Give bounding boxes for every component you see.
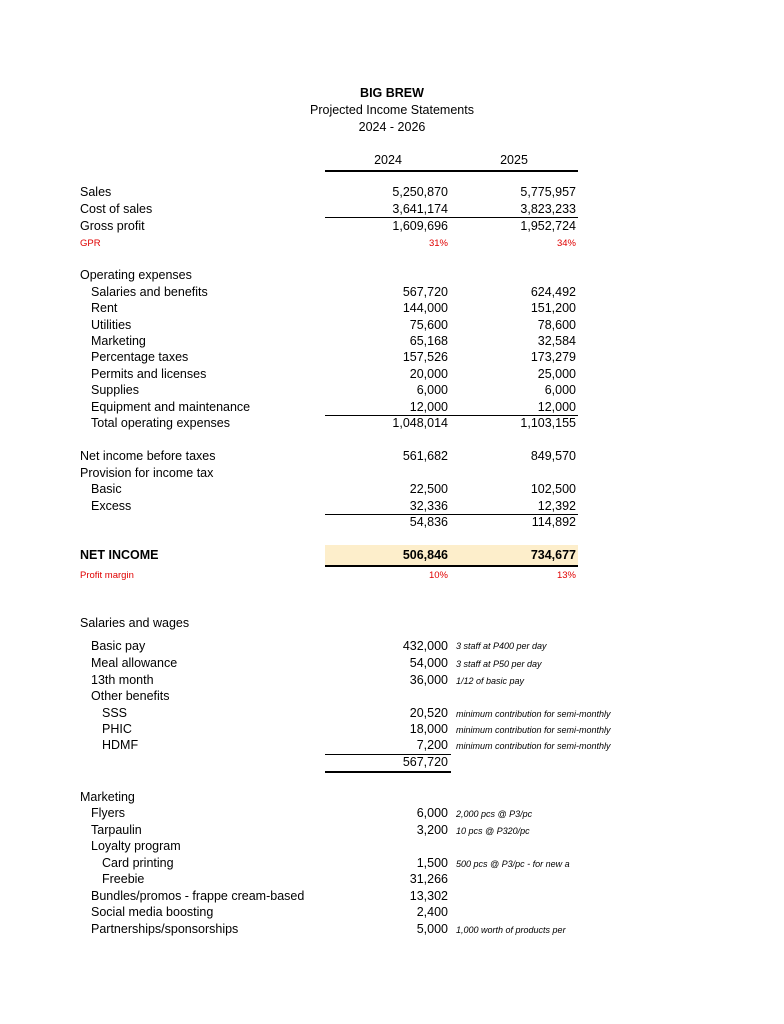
partnerships-note: 1,000 worth of products per bbox=[456, 925, 566, 935]
tax-total-2025: 114,892 bbox=[531, 515, 576, 529]
statement-period: 2024 - 2026 bbox=[358, 120, 426, 134]
opex-item-2025: 78,600 bbox=[537, 318, 576, 332]
gpr-2025: 34% bbox=[556, 238, 576, 249]
sales-2025: 5,775,957 bbox=[520, 185, 576, 199]
card-printing-label: Card printing bbox=[102, 856, 174, 870]
meal-allowance-value: 54,000 bbox=[409, 656, 448, 670]
header-rule bbox=[325, 170, 578, 172]
freebie-value: 31,266 bbox=[409, 872, 448, 886]
statement-title: Projected Income Statements bbox=[310, 103, 474, 117]
opex-total-2025: 1,103,155 bbox=[520, 416, 576, 430]
tarpaulin-note: 10 pcs @ P320/pc bbox=[456, 826, 530, 836]
opex-item-2024: 6,000 bbox=[416, 383, 448, 397]
social-boosting-label: Social media boosting bbox=[91, 905, 214, 919]
year-header-2025: 2025 bbox=[500, 153, 528, 167]
tax-basic-2025: 102,500 bbox=[530, 482, 576, 496]
opex-total-label: Total operating expenses bbox=[91, 416, 230, 430]
card-printing-value: 1,500 bbox=[416, 856, 448, 870]
bundles-label: Bundles/promos - frappe cream-based bbox=[91, 889, 305, 903]
month13-value: 36,000 bbox=[409, 673, 448, 687]
tarpaulin-value: 3,200 bbox=[416, 823, 448, 837]
gpr-label: GPR bbox=[80, 238, 101, 249]
cost-of-sales-2025: 3,823,233 bbox=[520, 202, 576, 216]
opex-item-2025: 624,492 bbox=[530, 285, 576, 299]
social-boosting-value: 2,400 bbox=[416, 905, 448, 919]
gpr-2024: 31% bbox=[428, 238, 448, 249]
tax-excess-label: Excess bbox=[91, 499, 132, 513]
month13-label: 13th month bbox=[91, 673, 154, 687]
other-benefits-label: Other benefits bbox=[91, 689, 170, 703]
phic-value: 18,000 bbox=[409, 722, 448, 736]
flyers-value: 6,000 bbox=[416, 806, 448, 820]
hdmf-label: HDMF bbox=[102, 738, 139, 752]
partnerships-label: Partnerships/sponsorships bbox=[91, 922, 239, 936]
net-income-2025: 734,677 bbox=[530, 548, 576, 562]
opex-item-2025: 32,584 bbox=[537, 334, 576, 348]
nibt-2025: 849,570 bbox=[530, 449, 576, 463]
gross-profit-2025: 1,952,724 bbox=[520, 219, 576, 233]
opex-item-label: Supplies bbox=[91, 383, 139, 397]
profit-margin-2025: 13% bbox=[556, 570, 576, 581]
opex-item-2024: 157,526 bbox=[402, 350, 448, 364]
nibt-2024: 561,682 bbox=[402, 449, 448, 463]
salaries-total-value: 567,720 bbox=[402, 755, 448, 769]
gross-profit-label: Gross profit bbox=[80, 219, 145, 233]
loyalty-program-label: Loyalty program bbox=[91, 839, 181, 853]
opex-item-2024: 65,168 bbox=[409, 334, 448, 348]
gross-profit-2024: 1,609,696 bbox=[392, 219, 448, 233]
opex-item-label: Percentage taxes bbox=[91, 350, 189, 364]
hdmf-note: minimum contribution for semi-monthly bbox=[456, 741, 611, 751]
opex-item-label: Salaries and benefits bbox=[91, 285, 208, 299]
opex-label: Operating expenses bbox=[80, 268, 192, 282]
opex-item-2024: 75,600 bbox=[409, 318, 448, 332]
nibt-label: Net income before taxes bbox=[80, 449, 216, 463]
cost-of-sales-label: Cost of sales bbox=[80, 202, 153, 216]
net-income-label: NET INCOME bbox=[80, 548, 159, 562]
tarpaulin-label: Tarpaulin bbox=[91, 823, 142, 837]
bundles-value: 13,302 bbox=[409, 889, 448, 903]
company-name: BIG BREW bbox=[360, 86, 424, 100]
opex-total-2024: 1,048,014 bbox=[392, 416, 448, 430]
phic-label: PHIC bbox=[102, 722, 132, 736]
salaries-heading: Salaries and wages bbox=[80, 616, 190, 630]
basic-pay-label: Basic pay bbox=[91, 639, 146, 653]
sales-label: Sales bbox=[80, 185, 112, 199]
opex-item-2024: 567,720 bbox=[402, 285, 448, 299]
profit-margin-2024: 10% bbox=[428, 570, 448, 581]
opex-item-label: Marketing bbox=[91, 334, 146, 348]
opex-item-label: Rent bbox=[91, 301, 118, 315]
year-header-2024: 2024 bbox=[374, 153, 402, 167]
opex-item-2025: 6,000 bbox=[544, 383, 576, 397]
tax-total-2024: 54,836 bbox=[409, 515, 448, 529]
provision-label: Provision for income tax bbox=[80, 466, 214, 480]
meal-allowance-note: 3 staff at P50 per day bbox=[456, 659, 542, 669]
opex-item-2025: 173,279 bbox=[530, 350, 576, 364]
net-income-2024: 506,846 bbox=[402, 548, 448, 562]
net-income-rule bbox=[325, 565, 578, 567]
opex-item-2025: 25,000 bbox=[537, 367, 576, 381]
sss-label: SSS bbox=[102, 706, 128, 720]
salaries-double-rule bbox=[325, 771, 451, 773]
tax-excess-2024: 32,336 bbox=[409, 499, 448, 513]
flyers-note: 2,000 pcs @ P3/pc bbox=[456, 809, 533, 819]
opex-item-2024: 144,000 bbox=[402, 301, 448, 315]
opex-item-2025: 12,000 bbox=[537, 400, 576, 414]
cost-of-sales-2024: 3,641,174 bbox=[392, 202, 448, 216]
basic-pay-note: 3 staff at P400 per day bbox=[456, 641, 547, 651]
phic-note: minimum contribution for semi-monthly bbox=[456, 725, 611, 735]
sss-value: 20,520 bbox=[409, 706, 448, 720]
profit-margin-label: Profit margin bbox=[80, 570, 134, 581]
freebie-label: Freebie bbox=[102, 872, 145, 886]
meal-allowance-label: Meal allowance bbox=[91, 656, 178, 670]
opex-item-label: Utilities bbox=[91, 318, 132, 332]
opex-item-2024: 20,000 bbox=[409, 367, 448, 381]
tax-excess-2025: 12,392 bbox=[537, 499, 576, 513]
card-printing-note: 500 pcs @ P3/pc - for new a bbox=[456, 859, 570, 869]
hdmf-value: 7,200 bbox=[416, 738, 448, 752]
tax-basic-label: Basic bbox=[91, 482, 122, 496]
sss-note: minimum contribution for semi-monthly bbox=[456, 709, 611, 719]
sales-2024: 5,250,870 bbox=[392, 185, 448, 199]
flyers-label: Flyers bbox=[91, 806, 126, 820]
opex-item-2024: 12,000 bbox=[409, 400, 448, 414]
gross-profit-rule bbox=[325, 217, 578, 218]
basic-pay-value: 432,000 bbox=[402, 639, 448, 653]
partnerships-value: 5,000 bbox=[416, 922, 448, 936]
tax-basic-2024: 22,500 bbox=[409, 482, 448, 496]
opex-item-2025: 151,200 bbox=[530, 301, 576, 315]
opex-item-label: Permits and licenses bbox=[91, 367, 207, 381]
month13-note: 1/12 of basic pay bbox=[456, 676, 525, 686]
marketing-heading: Marketing bbox=[80, 790, 135, 804]
opex-item-label: Equipment and maintenance bbox=[91, 400, 251, 414]
